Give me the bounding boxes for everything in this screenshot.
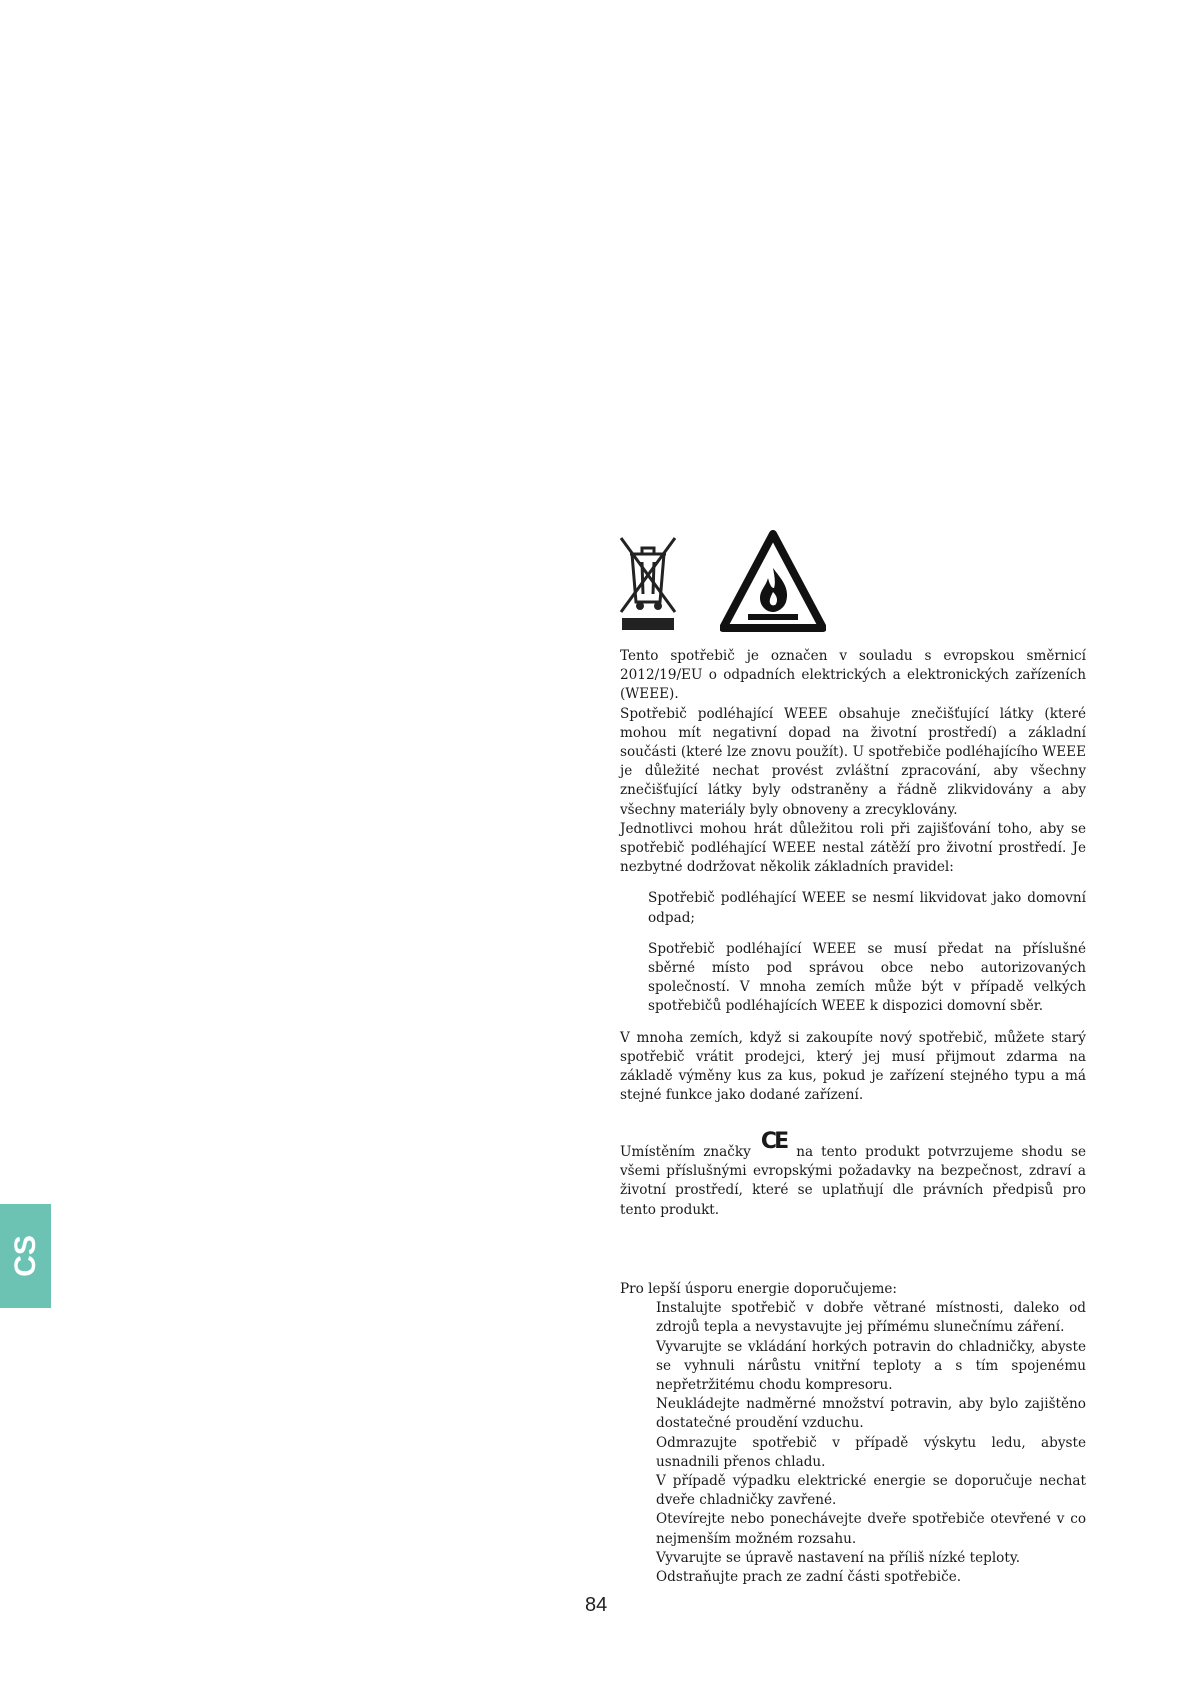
energy-tips bbox=[620, 1299, 1086, 1587]
energy-tip: Odmrazujte spotřebič v případě výskytu ledu, abyste usnadnili přenos chladu. bbox=[656, 1434, 1086, 1470]
language-tab bbox=[0, 1204, 51, 1308]
ce-text-after: na tento produkt potvrzujeme shodu se všemi příslušnými evropskými požadavky na bezpečnost, zdraví a životní prostředí, které se uplatňují dle právních předpisů pro tento produkt. bbox=[620, 1144, 1086, 1218]
energy-tip: Otevírejte nebo ponechávejte dveře spotřebiče otevřené v co nejmenším možném rozsahu. bbox=[656, 1511, 1086, 1547]
energy-section bbox=[620, 1280, 1086, 1587]
weee-rule: Spotřebič podléhající WEEE se musí předat na příslušné sběrné místo pod správou obce nebo autorizovaných společností. V mnoha zemích může být v případě velkých spotřebičů podléhajících WEEE k dispozici domovní sběr. bbox=[648, 940, 1086, 1015]
weee-paragraph: Jednotlivci mohou hrát důležitou roli při zajišťování toho, aby se spotřebič podléhající WEEE nestal zátěží pro životní prostředí. Je nezbytné dodržovat několik základních pravidel: bbox=[620, 820, 1086, 876]
language-tab-label: CS bbox=[8, 1235, 42, 1277]
crossed-out-bin-icon bbox=[618, 532, 678, 632]
energy-tip: Neukládejte nadměrné množství potravin, aby bylo zajištěno dostatečné proudění vzduchu. bbox=[656, 1396, 1086, 1432]
warning-icons bbox=[618, 530, 838, 636]
weee-rule: Spotřebič podléhající WEEE se nesmí likvidovat jako domovní odpad; bbox=[648, 890, 1086, 926]
ce-mark-icon: CE bbox=[760, 1129, 787, 1154]
energy-tip: Odstraňujte prach ze zadní části spotřebiče. bbox=[656, 1569, 962, 1586]
weee-paragraph: V mnoha zemích, když si zakoupíte nový spotřebič, můžete starý spotřebič vrátit prodejci, který jej musí přijmout zdarma na základě výměny kus za kus, pokud je zařízení stejného typu a má stejné funkce jako dodané zařízení. bbox=[620, 1029, 1086, 1104]
energy-tip: Vyvarujte se úpravě nastavení na příliš nízké teploty. bbox=[656, 1549, 1021, 1566]
ce-section bbox=[620, 1129, 1086, 1220]
energy-tip: Vyvarujte se vkládání horkých potravin do chladničky, abyste se vyhnuli nárůstu vnitřní teploty a s tím spojenému nepřetržitému chodu kompresoru. bbox=[656, 1338, 1086, 1394]
weee-paragraph: Tento spotřebič je označen v souladu s evropskou směrnicí 2012/19/EU o odpadních elektrických a elektronických zařízeních (WEEE). bbox=[620, 648, 1086, 703]
energy-tip: Instalujte spotřebič v dobře větrané místnosti, daleko od zdrojů tepla a nevystavujte jej přímému slunečnímu záření. bbox=[656, 1300, 1086, 1336]
ce-paragraph bbox=[620, 1129, 1086, 1220]
weee-paragraph: Spotřebič podléhající WEEE obsahuje znečišťující látky (které mohou mít negativní dopad na životní prostředí) a základní součásti (které lze znovu použít). U spotřebiče podléhajícího WEEE je důležité nechat provést zvláštní zpracování, aby všechny znečišťující látky byly odstraněny a řádně zlikvidovány a aby všechny materiály byly obnoveny a zrecyklovány. bbox=[620, 705, 1086, 818]
energy-tip: V případě výpadku elektrické energie se doporučuje nechat dveře chladničky zavřené. bbox=[656, 1473, 1086, 1509]
energy-intro: Pro lepší úsporu energie doporučujeme: bbox=[620, 1281, 898, 1297]
weee-rules bbox=[620, 889, 1086, 1016]
flammable-warning-icon bbox=[720, 530, 826, 634]
ce-text-before: Umístěním značky bbox=[620, 1144, 751, 1160]
weee-section bbox=[620, 647, 1086, 1105]
page-number: 84 bbox=[585, 1594, 608, 1616]
